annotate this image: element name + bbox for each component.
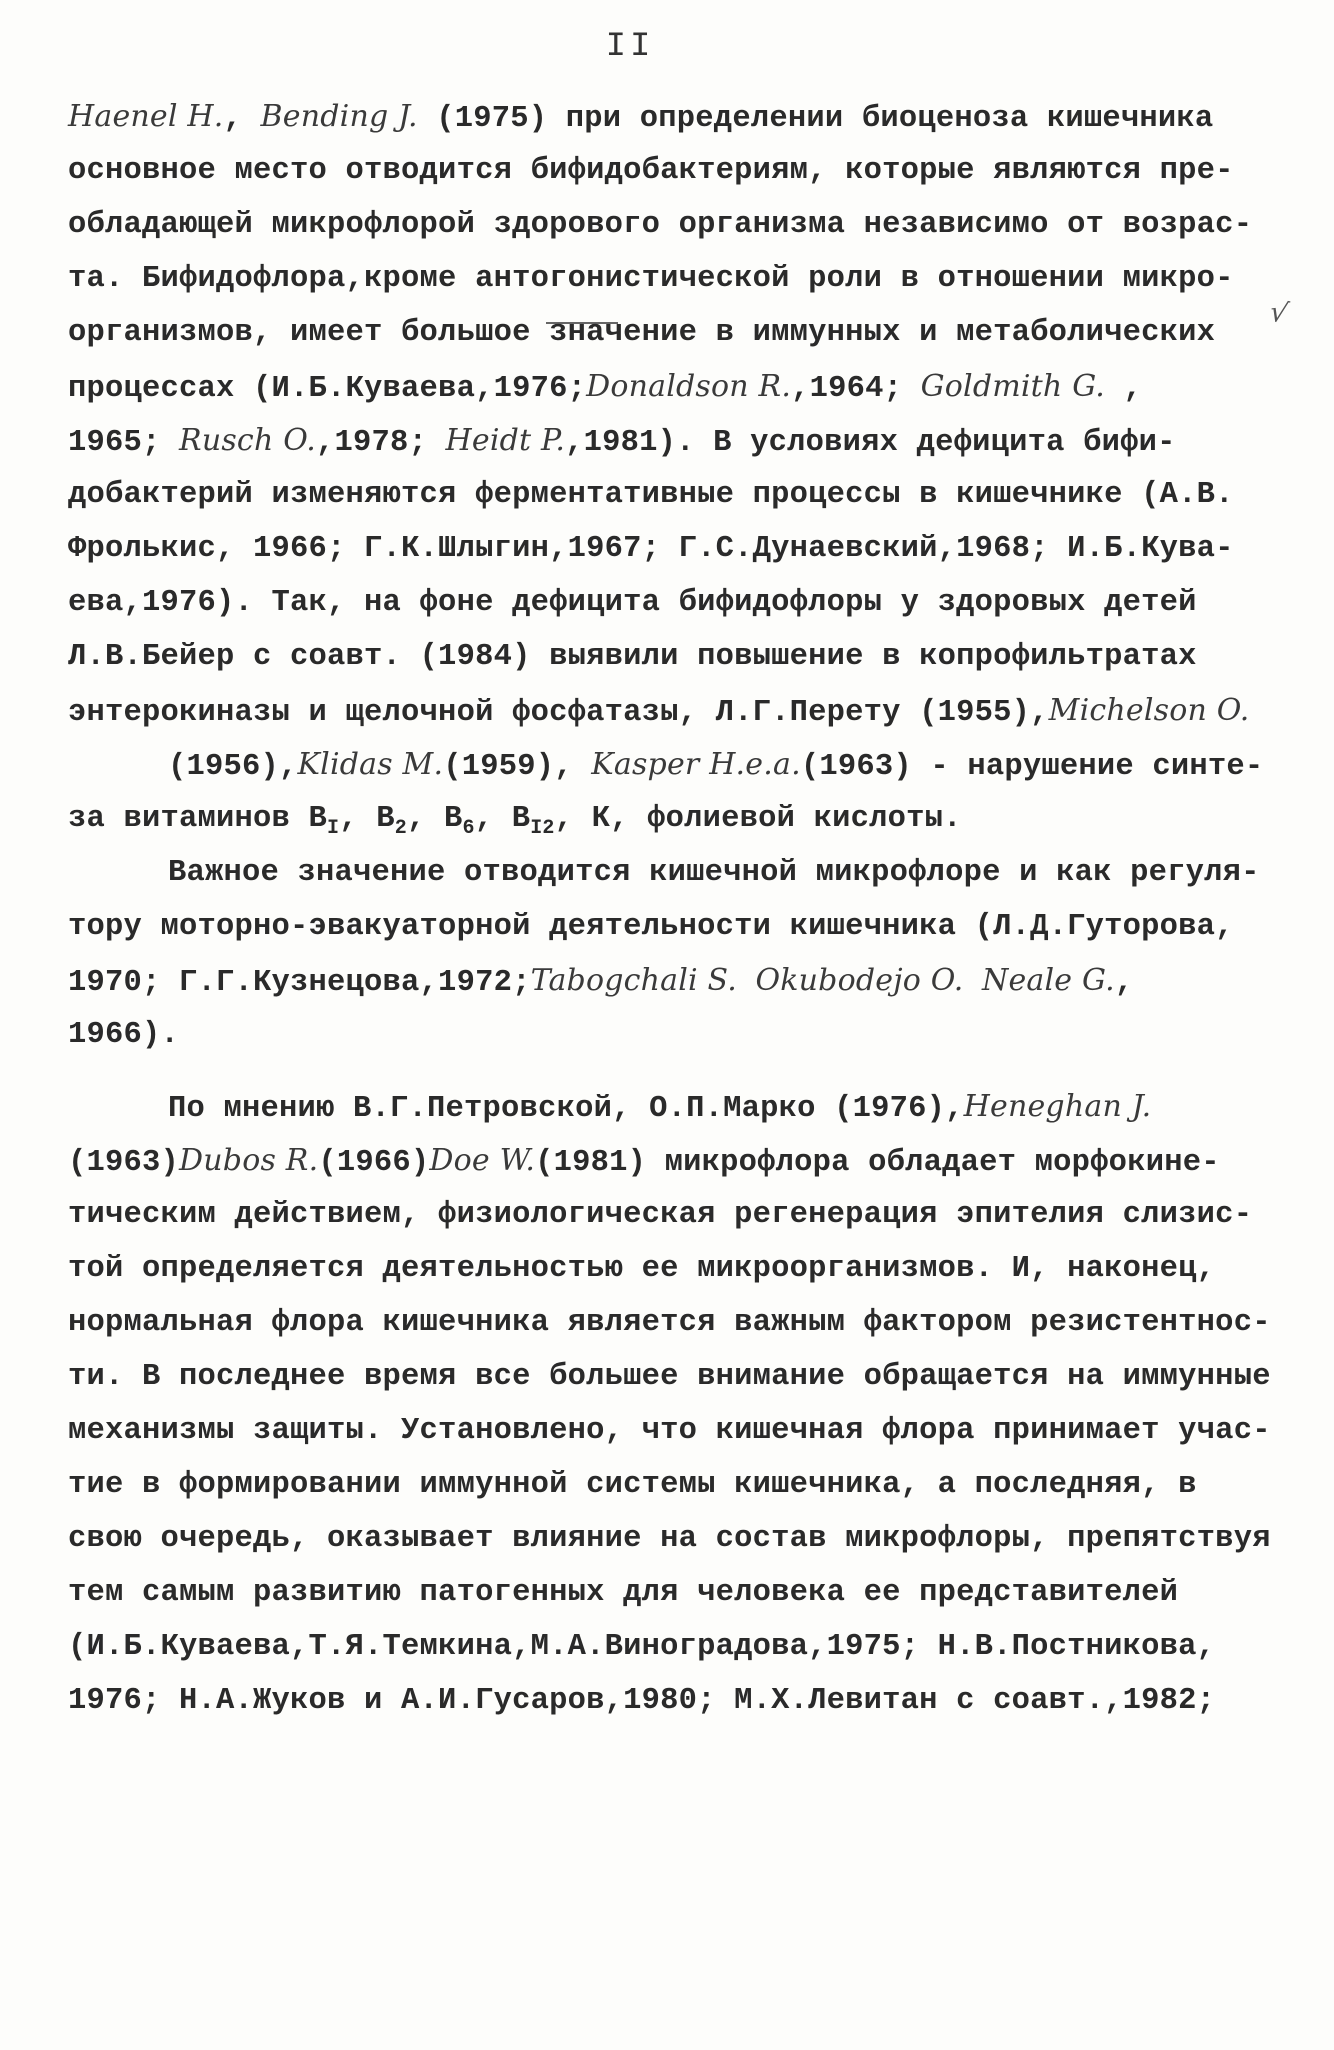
handwritten-ref: Klidas M.: [297, 747, 444, 782]
text-line-26: тие в формировании иммунной системы кишечника, а последняя, в: [68, 1468, 1197, 1502]
handwritten-ref: Neale G.: [982, 963, 1115, 998]
text-line-16: тору моторно-эвакуаторной деятельности кишечника (Л.Д.Гуторова,: [68, 910, 1234, 944]
text-line-11: Л.В.Бейер с соавт. (1984) выявили повышение в копрофильтратах: [68, 640, 1197, 674]
handwritten-ref: Michelson O.: [1048, 693, 1250, 728]
handwritten-ref: Donaldson R.: [586, 369, 792, 404]
text-line-8: добактерий изменяются ферментативные процессы в кишечнике (А.В.: [68, 478, 1234, 512]
text-line-2: основное место отводится бифидобактериям, которые являются пре-: [68, 154, 1234, 188]
text-line-27: свою очередь, оказывает влияние на состав микрофлоры, препятствуя: [68, 1522, 1271, 1556]
text-line-15: Важное значение отводится кишечной микрофлоре и как регуля-: [168, 856, 1260, 890]
text-line-28: тем самым развитию патогенных для человека ее представителей: [68, 1576, 1179, 1610]
text-line-5: организмов, имеет большое значение в иммунных и метаболических: [68, 316, 1216, 350]
text-line-17: 1970; Г.Г.Кузнецова,1972;Tabogchali S. Okubodejo O. Neale G.,: [68, 963, 1134, 1000]
handwritten-ref: Tabogchali S.: [530, 963, 737, 998]
text-line-7: 1965; Rusch O.,1978; Heidt P.,1981). В условиях дефицита бифи-: [68, 423, 1176, 460]
text-line-12: энтерокиназы и щелочной фосфатазы, Л.Г.Перету (1955),Michelson O.: [68, 693, 1250, 730]
text-line-4: та. Бифидофлора,кроме антогонистической роли в отношении микро-: [68, 262, 1234, 296]
text-line-29: (И.Б.Куваева,Т.Я.Темкина,М.А.Виноградова,1975; Н.В.Постникова,: [68, 1630, 1216, 1664]
check-mark-icon: √: [1266, 294, 1292, 331]
text-line-6: процессах (И.Б.Куваева,1976;Donaldson R.,1964; Goldmith G. ,: [68, 369, 1143, 406]
text-line-3: обладающей микрофлорой здорового организма независимо от возрас-: [68, 208, 1253, 242]
text-line-20: (1963)Dubos R.(1966)Doe W.(1981) микрофлора обладает морфокине-: [68, 1143, 1220, 1180]
text-line-13: (1956),Klidas M.(1959), Kasper H.e.a.(1963) - нарушение синте-: [168, 747, 1264, 784]
handwritten-ref: Kasper H.e.a.: [591, 747, 801, 782]
text-line-24: ти. В последнее время все большее внимание обращается на иммунные: [68, 1360, 1271, 1394]
handwritten-ref: Doe W.: [429, 1143, 536, 1178]
handwritten-ref: Bending J.: [260, 99, 418, 134]
text-line-25: механизмы защиты. Установлено, что кишечная флора принимает учас-: [68, 1414, 1271, 1448]
handwritten-ref: Goldmith G.: [920, 369, 1106, 404]
handwritten-ref: Rusch O.: [179, 423, 316, 458]
handwritten-ref: Heidt P.: [445, 423, 566, 458]
text-line-18: 1966).: [68, 1018, 180, 1052]
text-line-23: нормальная флора кишечника является важным фактором резистентнос-: [68, 1306, 1271, 1340]
text-line-19: По мнению В.Г.Петровской, О.П.Марко (1976),Heneghan J.: [168, 1089, 1152, 1126]
text-line-21: тическим действием, физиологическая регенерация эпителия слизис-: [68, 1198, 1253, 1232]
text-line-22: той определяется деятельностью ее микроорганизмов. И, наконец,: [68, 1252, 1216, 1286]
page-number: II: [605, 28, 655, 66]
handwritten-ref: Okubodejo O.: [755, 963, 964, 998]
text-line-9: Фролькис, 1966; Г.К.Шлыгин,1967; Г.С.Дунаевский,1968; И.Б.Кува-: [68, 532, 1234, 566]
text-line-10: ева,1976). Так, на фоне дефицита бифидофлоры у здоровых детей: [68, 586, 1197, 620]
handwritten-ref: Heneghan J.: [963, 1089, 1152, 1124]
text-line-1: Haenel H., Bending J. (1975) при определении биоценоза кишечника: [68, 99, 1214, 136]
handwritten-ref: Dubos R.: [179, 1143, 319, 1178]
text-line-14: за витаминов $В_I$, $В_2$, $В_6$, $В_{I2}$, К, фолиевой кислоты.: [68, 802, 962, 841]
handwritten-ref: Haenel H.: [68, 99, 224, 134]
text-line-30: 1976; Н.А.Жуков и А.И.Гусаров,1980; М.Х.Левитан с соавт.,1982;: [68, 1684, 1216, 1718]
